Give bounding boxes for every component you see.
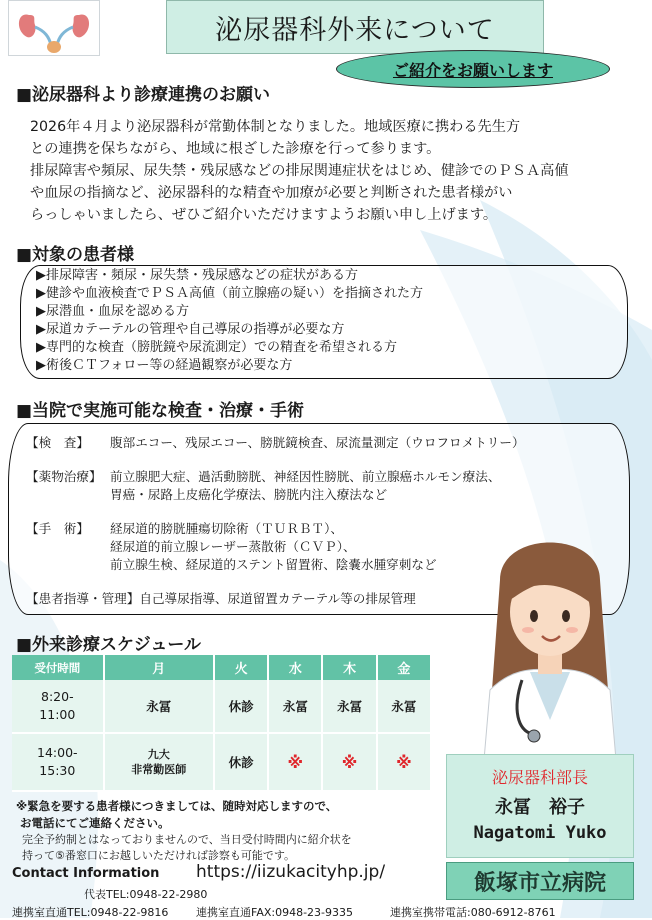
time-end: 15:30	[39, 763, 76, 778]
header-tue: 火	[214, 655, 268, 680]
doctor-name-en: Nagatomi Yuko	[473, 823, 607, 843]
doctor-card	[446, 754, 634, 858]
direct-tel: 連携室直通TEL:0948-22-9816	[12, 906, 169, 919]
cell-mon	[104, 733, 214, 791]
exam-line: 腹部エコー、残尿エコー、膀胱鏡検査、尿流量測定（ウロフロメトリー）	[110, 435, 525, 450]
list-item: ▶排尿障害・頻尿・尿失禁・残尿感などの症状がある方	[36, 268, 358, 283]
urgent-note-line: ※緊急を要する患者様につきましては、随時対応しますので、	[16, 799, 338, 813]
list-item: ▶術後ＣＴフォロー等の経過観察が必要な方	[36, 358, 293, 373]
list-item: ▶専門的な検査（膀胱鏡や尿流測定）での精査を希望される方	[36, 340, 397, 355]
cell-thu: 永冨	[322, 680, 376, 733]
contact-label: Contact Information	[12, 866, 160, 881]
cell-tue: 休診	[214, 680, 268, 733]
time-end: 11:00	[39, 707, 76, 722]
surgery-label: 【手 術】	[26, 521, 89, 536]
section-heading-services: ■当院で実施可能な検査・治療・手術	[16, 401, 305, 421]
schedule-table	[12, 655, 432, 792]
website-link[interactable]: https://iizukacityhp.jp/	[196, 862, 386, 882]
surgery-line: 前立腺生検、経尿道的ステント留置術、陰嚢水腫穿刺など	[110, 557, 437, 572]
cell-fri: ※	[377, 733, 431, 791]
table-row	[12, 680, 431, 733]
drug-line: 胃癌・尿路上皮癌化学療法、膀胱内注入療法など	[110, 487, 388, 502]
section-heading-cooperation: ■泌尿器科より診療連携のお願い	[16, 85, 271, 105]
paragraph-line: 2026年４月より泌尿器科が常勤体制となりました。地域医療に携わる先生方	[30, 119, 521, 135]
cell-thu: ※	[322, 733, 376, 791]
page-title: 泌尿器科外来について	[166, 0, 544, 54]
header-mon: 月	[104, 655, 214, 680]
cell-fri: 永冨	[377, 680, 431, 733]
doctor-illustration	[470, 520, 630, 760]
header-wed: 水	[268, 655, 322, 680]
drug-label: 【薬物治療】	[26, 469, 102, 484]
list-item: ▶健診や血液検査でＰＳＡ高値（前立腺癌の疑い）を指摘された方	[36, 286, 423, 301]
guidance-text: 【患者指導・管理】自己導尿指導、尿道留置カテーテル等の排尿管理	[26, 591, 416, 606]
cell-wed: ※	[268, 733, 322, 791]
appointment-note	[22, 832, 352, 864]
urgent-note	[16, 798, 337, 832]
main-tel: 代表TEL:0948-22-2980	[84, 888, 208, 901]
cell-tue: 休診	[214, 733, 268, 791]
section-heading-schedule: ■外来診療スケジュール	[16, 635, 202, 655]
header-fri: 金	[377, 655, 431, 680]
cell-wed: 永冨	[268, 680, 322, 733]
cell-mon: 永冨	[104, 680, 214, 733]
table-row	[12, 733, 431, 791]
exam-text	[110, 434, 525, 452]
paragraph-line: らっしゃいましたら、ぜひご紹介いただけますようお願い申し上げます。	[30, 207, 498, 223]
cell-mon-line: 非常勤医師	[131, 763, 187, 776]
doctor-name: 永冨 裕子	[495, 797, 585, 818]
section-heading-patients: ■対象の患者様	[16, 245, 135, 265]
paragraph-line: や血尿の指摘など、泌尿器科的な精査や加療が必要と判断された患者様がい	[30, 185, 513, 201]
drug-text	[110, 468, 500, 504]
surgery-line: 経尿道的前立腺レーザー蒸散術（ＣＶＰ）、	[110, 539, 356, 554]
appointment-note-line: 持って⑤番窓口にお越しいただければ診察も可能です。	[22, 849, 295, 862]
time-start: 14:00-	[37, 745, 78, 760]
urgent-note-line: お電話にてご連絡ください。	[20, 816, 170, 830]
intro-request-label: ご紹介をお願いします	[392, 60, 553, 80]
exam-label: 【検 査】	[26, 435, 89, 450]
surgery-line: 経尿道的膀胱腫瘍切除術（ＴＵＲＢＴ）、	[110, 521, 343, 536]
appointment-note-line: 完全予約制とはなっておりませんので、当日受付時間内に紹介状を	[22, 833, 352, 846]
time-start: 8:20-	[41, 689, 74, 704]
surgery-text	[110, 520, 437, 574]
time-cell	[12, 733, 104, 791]
header-reception-time: 受付時間	[12, 655, 104, 680]
list-item: ▶尿道カテーテルの管理や自己導尿の指導が必要な方	[36, 322, 345, 337]
cell-mon-line: 九大	[147, 748, 170, 761]
mobile-phone: 連携室携帯電話:080-6912-8761	[390, 906, 556, 919]
list-item: ▶尿潜血・血尿を認める方	[36, 304, 189, 319]
paragraph-line: との連携を保ちながら、地域に根ざした診療を行って参ります。	[30, 141, 441, 157]
direct-fax: 連携室直通FAX:0948-23-9335	[196, 906, 354, 919]
kidney-icon	[9, 1, 99, 55]
cooperation-paragraph	[30, 116, 630, 226]
table-header-row	[12, 655, 431, 680]
intro-request-badge	[336, 50, 610, 88]
header-thu: 木	[322, 655, 376, 680]
kidney-logo	[8, 0, 100, 56]
doctor-role: 泌尿器科部長	[491, 768, 588, 787]
hospital-name: 飯塚市立病院	[446, 862, 634, 900]
time-cell	[12, 680, 104, 733]
paragraph-line: 排尿障害や頻尿、尿失禁・残尿感などの排尿関連症状をはじめ、健診でのＰＳＡ高値	[30, 163, 569, 179]
drug-line: 前立腺肥大症、過活動膀胱、神経因性膀胱、前立腺癌ホルモン療法、	[110, 469, 501, 484]
patients-list	[36, 267, 423, 375]
